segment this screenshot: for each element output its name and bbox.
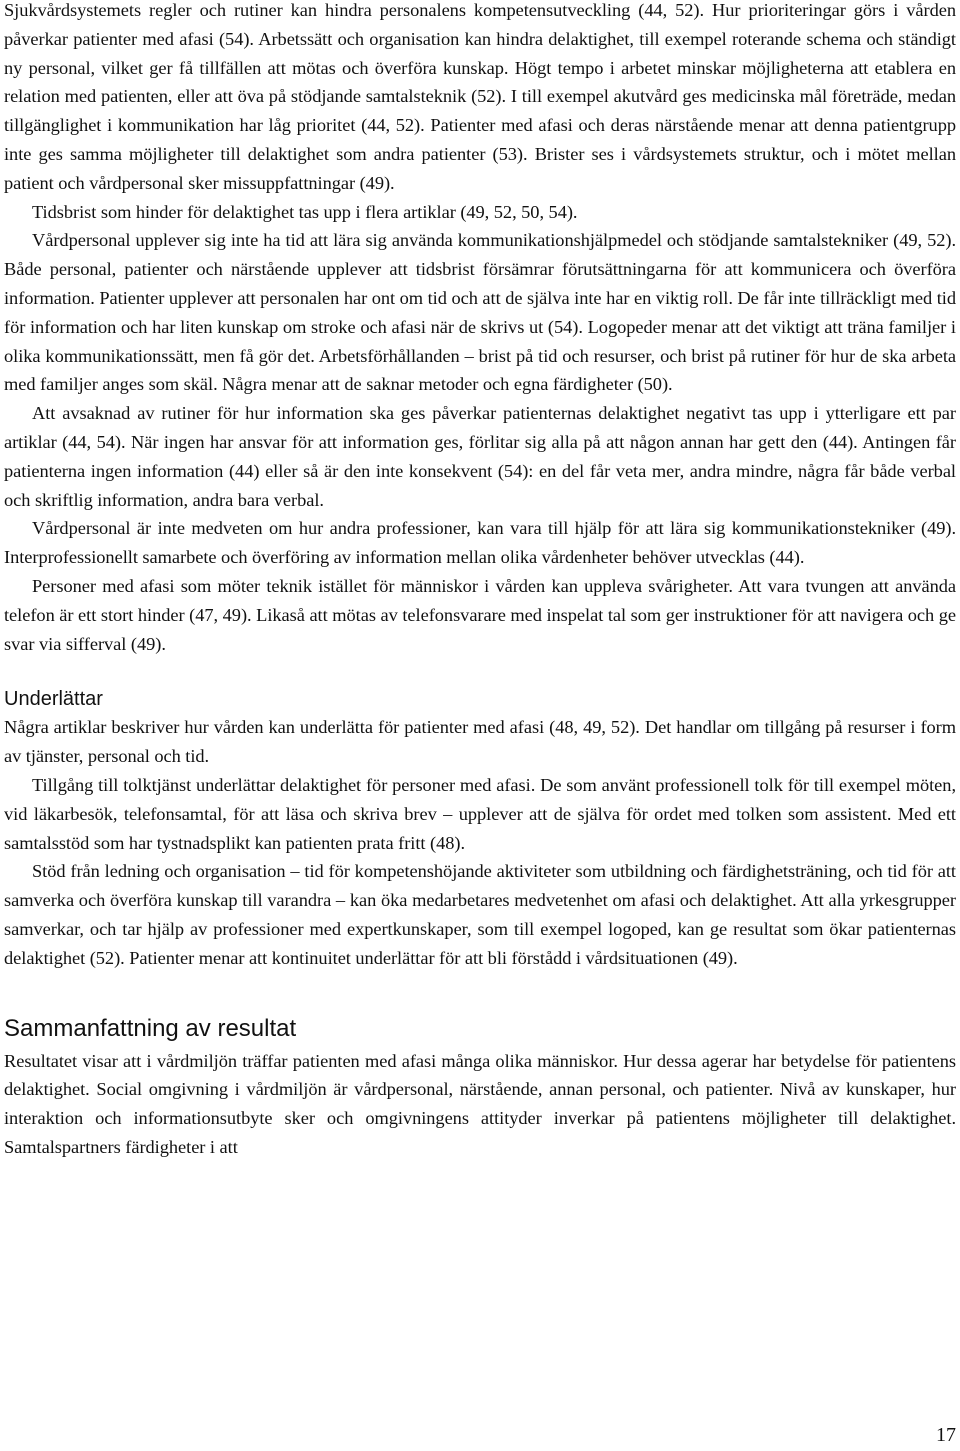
page-number: 17 (936, 1424, 956, 1446)
paragraph-summary: Resultatet visar att i vårdmiljön träffar patienten med afasi många olika människor. Hur dessa agerar har betydelse för patientens delaktighet. Social omgivning i vårdmiljön är vårdpersonal, närstående, annan personal, och patienter. Nivå av kunskaper, hur interaktion och informationsutbyte sker och omgivningens attityder inverkar på patientens möjligheter till delaktighet. Samtalspartners färdigheter i att (4, 1050, 956, 1157)
heading-underlattar: Underlättar (4, 688, 103, 711)
paragraph-interprofessional: Vårdpersonal är inte medveten om hur andra professioner, kan vara till hjälp för att lära sig kommunikationstekniker (49). Interprofessionellt samarbete och överföring av information mellan olika vårdenheter behöver utvecklas (44). (4, 518, 956, 568)
paragraph-interpreter: Tillgång till tolktjänst underlättar delaktighet för personer med afasi. De som använt professionell tolk för till exempel möten, vid läkarbesök, telefonsamtal, för att läsa och skriva brev – upplever att de själva för ordet med tolken som assistent. Med ett samtalsstöd som har tystnadsplikt kan patienten prata fritt (48). (4, 774, 956, 853)
paragraph-staff-experience: Vårdpersonal upplever sig inte ha tid att lära sig använda kommunikationshjälpmedel och stödjande samtalstekniker (49, 52). Både personal, patienter och närstående upplever att tidsbrist försämrar förutsättningarna för att kommunicera och överföra information. Patienter upplever att personalen har ont om tid och att de själva inte har en viktig roll. De får inte tillräckligt med tid för information och har liten kunskap om stroke och afasi när de skrivs ut (54). Logopeder menar att det viktigt att träna familjer i olika kommunikationssätt, men få gör det. Arbetsförhållanden – brist på tid och resurser, och brist på rutiner för hur de ska arbeta med familjer anges som skäl. Några menar att de saknar metoder och egna färdigheter (50). (4, 230, 956, 395)
paragraph-management-support: Stöd från ledning och organisation – tid för kompetenshöjande aktiviteter som utbildning och färdighetsträning, och tid för att samverka och överföra kunskap till varandra – kan öka medarbetares medvetenhet om afasi och delaktighet. Att alla yrkesgrupper samverkar, och tar hjälp av professioner med expertkunskaper, som till exempel logoped, kan ge resultat som ökar patienternas delaktighet (52). Patienter menar att kontinuitet underlättar för att bli förstådd i vårdsituationen (49). (4, 861, 956, 968)
paragraph-rules-routines: Sjukvårdsystemets regler och rutiner kan hindra personalens kompetensutveckling (44, 52). Hur prioriteringar görs i vården påverkar patienter med afasi (54). Arbetssätt och organisation kan hindra delaktighet, till exempel roterande schema och ständigt ny personal, vilket ger få tillfällen att mötas och överföra kunskap. Högt tempo i arbetet minskar möjligheterna att etablera en relation med patienten, eller att öva på stödjande samtalsteknik (52). I till exempel akutvård ges medicinska mål företräde, medan tillgänglighet i kommunikation har låg prioritet (44, 52). Patienter med afasi och deras närstående menar att denna patientgrupp inte ges samma möjligheter till delaktighet som andra patienter (53). Brister ses i vårdsystemets struktur, och i mötet mellan patient och vårdpersonal sker missuppfattningar (49). (4, 0, 956, 193)
document-page (4, 0, 956, 1162)
paragraph-facilitating-intro: Några artiklar beskriver hur vården kan underlätta för patienter med afasi (48, 49, 52). Det handlar om tillgång på resurser i form av tjänster, personal och tid. (4, 717, 956, 767)
paragraph-technology: Personer med afasi som möter teknik istället för människor i vården kan uppleva svårigheter. Att vara tvungen att använda telefon är ett stort hinder (47, 49). Likaså att mötas av telefonsvarare med inspelat tal som ger instruktioner för att navigera och ge svar via sifferval (49). (4, 575, 956, 654)
heading-sammanfattning: Sammanfattning av resultat (4, 1014, 297, 1042)
paragraph-lack-of-routines: Att avsaknad av rutiner för hur information ska ges påverkar patienternas delaktighet negativt tas upp i ytterligare ett par artiklar (44, 54). När ingen har ansvar för att information ges, förlitar sig alla på att någon annan har gett den (44). Antingen får patienterna ingen information (44) eller så är den inte konsekvent (54): en del får veta mer, andra mindre, några får både verbal och skriftlig information, andra bara verbal. (4, 403, 956, 510)
paragraph-time-shortage: Tidsbrist som hinder för delaktighet tas upp i flera artiklar (49, 52, 50, 54). (32, 201, 578, 222)
